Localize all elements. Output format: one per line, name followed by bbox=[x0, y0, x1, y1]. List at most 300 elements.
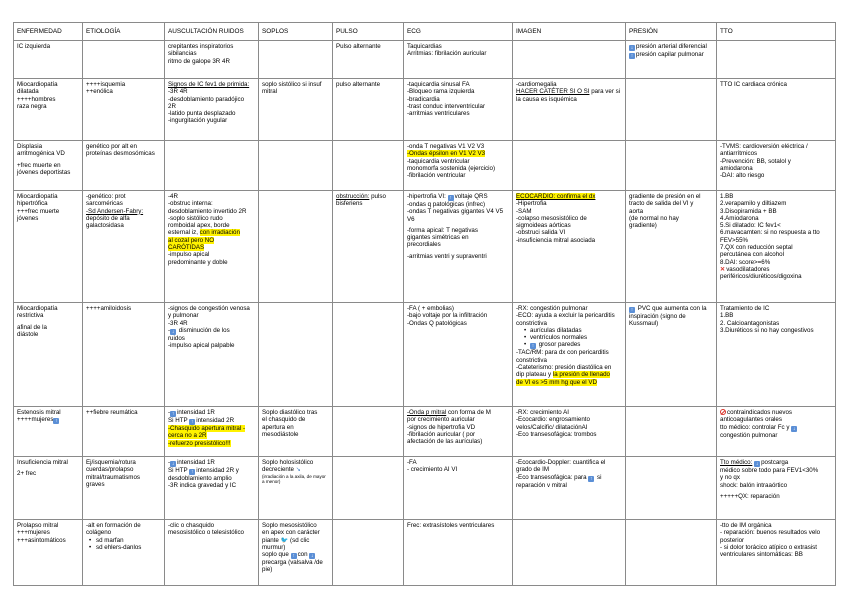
cell-presion bbox=[626, 191, 717, 303]
cell-line bbox=[168, 229, 255, 236]
cell-line bbox=[516, 379, 622, 386]
cell-line: FEV>55% bbox=[720, 236, 749, 244]
highlighted-text: -Ondas épsilon en V1 V2 V3 bbox=[407, 150, 486, 158]
header-etiologia: ETIOLOGÍA bbox=[83, 23, 165, 41]
arrow-up-icon: ↑ bbox=[590, 475, 593, 482]
cell-line: 3.Disopiramida + BB bbox=[720, 207, 777, 215]
cell-etiologia bbox=[83, 520, 165, 586]
cell-line: -desdoblamiento paradójico bbox=[168, 95, 245, 103]
cell-line: constrictiva bbox=[516, 356, 547, 364]
arrow-up-icon: ↑ bbox=[55, 418, 58, 425]
cell-text: -Eco transesofágica: para bbox=[516, 473, 587, 481]
cell-line: pie) bbox=[262, 566, 273, 574]
cell-line: -soplo sistólico rudo bbox=[168, 214, 223, 222]
cell-pulso bbox=[333, 41, 404, 79]
cell-line: -genético: prot bbox=[86, 193, 126, 200]
cell-soplos bbox=[259, 303, 333, 407]
cell-line bbox=[168, 440, 255, 447]
cell-line: mesosistólico o telesistólico bbox=[168, 529, 244, 537]
cell-text: esternal iz, bbox=[168, 229, 198, 237]
cell-pulso bbox=[333, 457, 404, 520]
cell-line: 6.mavacamten: si no respuesta a tto bbox=[720, 229, 820, 237]
cell-line: -fibrilación ventricular bbox=[407, 172, 466, 180]
cell-line: en apex con carácter bbox=[262, 529, 320, 537]
cell-line: gigantes simétricas en bbox=[407, 234, 469, 242]
cell-line: +frec muerte en bbox=[17, 161, 61, 169]
cell-line bbox=[407, 409, 509, 416]
cell-line: -FA bbox=[407, 459, 417, 466]
cell-ecg bbox=[404, 141, 513, 191]
cell-soplos bbox=[259, 407, 333, 457]
cell-text: disminución de los bbox=[178, 326, 230, 334]
cell-line: el chasquido de bbox=[262, 416, 306, 424]
cell-line: -tto de IM orgánica bbox=[720, 522, 772, 529]
cell-enfermedad bbox=[14, 407, 83, 457]
list-item: • sd ehlers-danlos bbox=[86, 544, 161, 551]
cell-line: - crecimiento AI VI bbox=[407, 466, 458, 474]
cell-auscultacion bbox=[165, 407, 259, 457]
cell-line: Insuficiencia mitral bbox=[17, 459, 68, 466]
cell-presion bbox=[626, 520, 717, 586]
cell-line: - reparación: buenos resultados velo bbox=[720, 529, 821, 537]
cell-line: 8.DAI: score>=6% bbox=[720, 258, 771, 266]
cell-line: TTO IC cardiaca crónica bbox=[720, 81, 787, 88]
cell-line: -Ecocardio: engrosamiento bbox=[516, 416, 590, 424]
table-row bbox=[14, 520, 836, 586]
cell-line: aorta bbox=[629, 207, 644, 215]
cell-line: Tratamiento de IC bbox=[720, 305, 770, 312]
cell-line: la causa es isquémica bbox=[516, 95, 577, 103]
cell-line: -DAI: alto riesgo bbox=[720, 172, 765, 180]
cell-line: constrictiva bbox=[516, 319, 547, 327]
cell-line: 3.Diuréticos si no hay congestivos bbox=[720, 326, 814, 334]
cell-etiologia bbox=[83, 457, 165, 520]
cell-line: -Hipertrofia bbox=[516, 200, 547, 208]
cell-line: Pulso alternante bbox=[336, 43, 381, 50]
cell-enfermedad bbox=[14, 141, 83, 191]
cell-text: con bbox=[297, 551, 308, 559]
arrow-down-icon: ↓ bbox=[755, 461, 759, 467]
cell-tto bbox=[717, 141, 836, 191]
cell-line: Miocardiopatía bbox=[17, 193, 58, 200]
cell-text: decreciente bbox=[262, 466, 294, 474]
cell-tto bbox=[717, 457, 836, 520]
cell-enfermedad bbox=[14, 41, 83, 79]
cell-line: galactosidasa bbox=[86, 222, 124, 230]
cell-line: -Ecocardio-Doppler: cuantifica el bbox=[516, 459, 606, 466]
cell-line: periféricos/diuréticos/digoxina bbox=[720, 273, 802, 281]
cell-line bbox=[516, 474, 622, 482]
cell-line: inspiración (signo de bbox=[629, 313, 686, 320]
cell-text: tto médico: controlar Fc y bbox=[720, 423, 790, 431]
cell-presion bbox=[626, 407, 717, 457]
cell-line: y pulmonar bbox=[168, 312, 199, 320]
header-enfermedad: ENFERMEDAD bbox=[14, 23, 83, 41]
cell-ecg bbox=[404, 303, 513, 407]
cell-line bbox=[720, 424, 832, 432]
cell-line: -impulso apical bbox=[168, 251, 210, 259]
cell-tto bbox=[717, 79, 836, 141]
cell-text: piante bbox=[262, 536, 279, 544]
table-row bbox=[14, 41, 836, 79]
cell-line: grado de IM bbox=[516, 466, 550, 474]
cell-text: presión arterial diferencial bbox=[636, 43, 707, 50]
cell-line: -forma apical: T negativas bbox=[407, 226, 478, 234]
cell-pulso bbox=[333, 303, 404, 407]
cell-line: -Sd Andersen-Fabry: bbox=[86, 207, 144, 215]
cell-line: -Ondas Q patológicas bbox=[407, 319, 467, 327]
cell-line: - ↓ intensidad 1R bbox=[168, 459, 215, 467]
cell-text: PVC que aumenta con la bbox=[637, 305, 707, 312]
cell-line: colágeno bbox=[86, 529, 112, 537]
cell-line: percutánea con alcohol bbox=[720, 251, 784, 259]
cell-line bbox=[629, 43, 713, 51]
cell-line: IC izquierda bbox=[17, 43, 51, 50]
table-row bbox=[14, 141, 836, 191]
cell-line bbox=[262, 537, 329, 544]
cell-text: -hipertrofia VI: bbox=[407, 193, 446, 200]
cell-line: 4.Amiodarona bbox=[720, 214, 759, 222]
header-pulso: PULSO bbox=[333, 23, 404, 41]
cell-line bbox=[407, 150, 509, 157]
arrow-down-icon: ↓ bbox=[171, 328, 175, 335]
cell-line: -Eco transesofágica: trombos bbox=[516, 430, 597, 438]
cell-line: genético por alt en bbox=[86, 143, 137, 150]
cell-enfermedad bbox=[14, 520, 83, 586]
cell-text: si bbox=[596, 473, 602, 481]
cell-ecg bbox=[404, 457, 513, 520]
cell-line: -FA ( + embolias) bbox=[407, 305, 454, 312]
cell-line: ritmo de galope 3R 4R bbox=[168, 57, 230, 65]
cell-text: pulso bbox=[371, 193, 386, 200]
cell-line: hipertrófica bbox=[17, 200, 48, 208]
cell-text: soplo que bbox=[262, 551, 289, 559]
highlighted-text: CARÓTIDAS bbox=[168, 244, 205, 252]
cell-line: 2+ frec bbox=[17, 470, 37, 478]
cell-line bbox=[720, 266, 832, 273]
cell-line bbox=[168, 467, 255, 475]
cell-auscultacion bbox=[165, 79, 259, 141]
cell-line: 5.Si dilatado: IC fev1< bbox=[720, 222, 781, 230]
cell-etiologia bbox=[83, 407, 165, 457]
cell-line: Frec: extrasístoles ventriculares bbox=[407, 522, 495, 529]
list-item: • aurículas dilatadas bbox=[516, 327, 622, 334]
cell-line: -arritmias ventri y supraventri bbox=[407, 252, 487, 260]
cell-line: apertura en bbox=[262, 423, 294, 431]
cell-line bbox=[17, 416, 79, 424]
cell-line: pulso alternante bbox=[336, 81, 381, 88]
cell-imagen bbox=[513, 407, 626, 457]
prohibited-icon bbox=[720, 409, 726, 415]
cell-line: médico sobre todo para FEV1<30% bbox=[720, 467, 819, 474]
cell-line: raza negra bbox=[17, 102, 47, 110]
table-row bbox=[14, 303, 836, 407]
cell-text: grosor paredes bbox=[538, 341, 581, 349]
cell-line: 7.QX con reducción septal bbox=[720, 244, 793, 252]
cell-enfermedad bbox=[14, 457, 83, 520]
cell-auscultacion bbox=[165, 41, 259, 79]
table-row bbox=[14, 407, 836, 457]
list-item bbox=[516, 341, 622, 349]
cell-line: Miocardiopatía bbox=[17, 305, 58, 312]
cell-line: -colapso mesosistólico de bbox=[516, 214, 587, 222]
cell-line: -Cateterismo: presión diastólica en bbox=[516, 364, 612, 372]
cell-line: 2.verapamilo y diltiazem bbox=[720, 200, 787, 208]
cell-imagen bbox=[513, 41, 626, 79]
cell-imagen bbox=[513, 520, 626, 586]
cell-line: ventriculares sintomáticas: BB bbox=[720, 551, 803, 559]
cell-line: mitral bbox=[262, 88, 278, 96]
cell-line bbox=[168, 417, 255, 425]
cell-pulso bbox=[333, 79, 404, 141]
cell-tto bbox=[717, 41, 836, 79]
cell-line: Estenosis mitral bbox=[17, 409, 61, 416]
cell-line: cuerdas/prolapso bbox=[86, 466, 134, 474]
cell-soplos bbox=[259, 41, 333, 79]
cell-line bbox=[407, 193, 509, 201]
cell-line: +++mujeres bbox=[17, 529, 50, 537]
table-row bbox=[14, 457, 836, 520]
cell-line: Arritmias: fibrilación auricular bbox=[407, 50, 487, 58]
highlighted-text: -refuerzo presistólico!!! bbox=[168, 439, 231, 447]
header-tto: TTO bbox=[717, 23, 836, 41]
cell-line: Taquicardias bbox=[407, 43, 442, 50]
cell-text: intensidad 2R bbox=[196, 417, 235, 424]
cell-line: antiarrítmicos bbox=[720, 150, 758, 158]
cell-text: para ver si bbox=[591, 88, 621, 96]
cell-enfermedad bbox=[14, 191, 83, 303]
cell-line: desdoblamiento invertido 2R bbox=[168, 207, 247, 215]
cell-line: anticoagulantes orales bbox=[720, 416, 782, 424]
cell-line: crepitantes inspiratorios bbox=[168, 43, 234, 50]
cell-line: -ondas T negativas gigantes V4 V5 bbox=[407, 208, 504, 216]
cell-line: velos/Calcific/ dilataciónAI bbox=[516, 423, 588, 431]
cell-line: mitral/traumatismos bbox=[86, 473, 140, 481]
cell-text: HACER CATÉTER SI O SI bbox=[516, 88, 590, 96]
cell-text: vasodilatadores bbox=[726, 265, 770, 273]
cell-etiologia bbox=[83, 303, 165, 407]
arrow-up-icon: ↑ bbox=[630, 307, 634, 313]
highlighted-text: -Chasquido apertura mitral - bbox=[168, 425, 246, 432]
cell-line: -impulso apical palpable bbox=[168, 342, 235, 350]
arrow-down-icon: ↓ bbox=[630, 45, 634, 51]
cell-line: 1.BB bbox=[720, 312, 734, 320]
cell-line: -Bloqueo rama izquierda bbox=[407, 88, 475, 96]
cell-line: murmur) bbox=[262, 543, 286, 551]
cell-pulso bbox=[333, 191, 404, 303]
arrow-down-icon: ↓ bbox=[311, 553, 314, 560]
cell-tto bbox=[717, 407, 836, 457]
table-row bbox=[14, 79, 836, 141]
cell-pulso bbox=[333, 141, 404, 191]
cell-line: -3R 4R bbox=[168, 88, 188, 96]
cell-line: soplo sistólico si insuf bbox=[262, 81, 322, 88]
cell-line: -obstruci salida VI bbox=[516, 229, 566, 237]
cell-tto bbox=[717, 520, 836, 586]
cell-text: contraindicados nuevos bbox=[727, 409, 793, 416]
cell-line: -3R indica gravedad y IC bbox=[168, 482, 237, 490]
arrow-down-icon: ↓ bbox=[171, 461, 175, 467]
cell-line: -TAC/RM: para dx con pericarditis bbox=[516, 349, 609, 357]
cell-line: -alt en formación de bbox=[86, 522, 141, 529]
cell-line: por crecimiento auricular bbox=[407, 416, 475, 424]
table-row bbox=[14, 191, 836, 303]
cell-ecg bbox=[404, 407, 513, 457]
cell-text: Tto médico: bbox=[720, 459, 753, 466]
cell-line: -clic o chasquido bbox=[168, 522, 215, 529]
cell-line: +++frec muerte bbox=[17, 207, 60, 215]
header-presion: PRESIÓN bbox=[626, 23, 717, 41]
highlighted-text: ECOCARDIO: confirma el dx bbox=[516, 193, 596, 200]
cell-line: ++++hombres bbox=[17, 95, 56, 103]
arrow-up-icon: ↑ bbox=[630, 53, 634, 59]
cell-enfermedad bbox=[14, 79, 83, 141]
cell-ecg bbox=[404, 191, 513, 303]
cell-line bbox=[516, 88, 622, 95]
cell-line: Soplo diastólico tras bbox=[262, 409, 318, 416]
cell-line bbox=[262, 466, 329, 473]
cell-line bbox=[516, 193, 622, 200]
cell-soplos bbox=[259, 520, 333, 586]
cell-auscultacion bbox=[165, 457, 259, 520]
cell-line: (irradiación a la axila, de mayor a menor) bbox=[262, 473, 326, 484]
cell-presion bbox=[626, 141, 717, 191]
cell-line: depósito de alfa bbox=[86, 214, 130, 222]
cell-imagen bbox=[513, 191, 626, 303]
cell-line: ruidos bbox=[168, 334, 185, 342]
cell-line: graves bbox=[86, 480, 105, 488]
cell-line bbox=[168, 244, 255, 251]
cell-etiologia bbox=[83, 79, 165, 141]
cell-line: diástole bbox=[17, 330, 39, 338]
cell-presion bbox=[626, 457, 717, 520]
cell-line: - ↑ intensidad 1R bbox=[168, 409, 215, 417]
cell-line: -latido punta desplazado bbox=[168, 110, 236, 118]
cell-line: -TVMS: cardioversión eléctrica / bbox=[720, 143, 808, 150]
arrow-up-icon: ↑ bbox=[449, 195, 452, 201]
cell-line: dilatada bbox=[17, 88, 39, 96]
cell-line: shock: balón intraaórtico bbox=[720, 481, 788, 489]
cell-auscultacion bbox=[165, 520, 259, 586]
cell-line: Displasia bbox=[17, 143, 43, 150]
cell-line: V6 bbox=[407, 215, 415, 223]
cell-text: obstrucción: bbox=[336, 193, 370, 200]
cell-text: intensidad 1R bbox=[177, 459, 215, 466]
cell-text: dip plateau bbox=[516, 371, 547, 379]
cell-ecg bbox=[404, 79, 513, 141]
cell-text: presión capilar pulmonar bbox=[636, 51, 704, 58]
cell-line: proteínas desmosómicas bbox=[86, 150, 155, 158]
header-imagen: IMAGEN bbox=[513, 23, 626, 41]
cell-line: 2. Calcioantagonistas bbox=[720, 319, 780, 327]
cell-soplos bbox=[259, 191, 333, 303]
cell-line: -arritmias ventriculares bbox=[407, 110, 470, 118]
header-ecg: ECG bbox=[404, 23, 513, 41]
cell-line: - si dolor torácico atípico o extrasist bbox=[720, 543, 817, 551]
header-soplos: SOPLOS bbox=[259, 23, 333, 41]
cell-text: Si HTP bbox=[168, 467, 188, 474]
cardiology-table bbox=[13, 22, 836, 586]
cell-line: +++asintomáticos bbox=[17, 536, 66, 544]
cell-line: -taquicardia ventricular bbox=[407, 157, 470, 165]
cell-line: precordiales bbox=[407, 241, 441, 249]
header-auscultacion: AUSCULTACIÓN RUIDOS bbox=[165, 23, 259, 41]
cell-line: sarcoméricas bbox=[86, 200, 123, 208]
cell-text: intensidad 1R bbox=[177, 409, 215, 416]
cell-line bbox=[168, 425, 255, 432]
list-item: • ventrículos normales bbox=[516, 334, 622, 341]
cell-line: -taquicardia sinusal FA bbox=[407, 81, 470, 88]
cell-text: postcarga bbox=[761, 459, 789, 466]
bird-icon: 🐦 bbox=[280, 536, 289, 544]
cell-text: intensidad 2R y bbox=[196, 467, 239, 474]
cell-line: Miocardiopatía bbox=[17, 81, 58, 88]
cell-line: restrictiva bbox=[17, 312, 44, 320]
cell-text: voltaje QRS bbox=[454, 193, 488, 200]
cell-line: precarga (valsalva /de bbox=[262, 559, 323, 567]
cell-line: - ↓ disminución de los bbox=[168, 326, 230, 335]
cell-text: (sd clic bbox=[290, 536, 310, 544]
cell-etiologia bbox=[83, 141, 165, 191]
cell-line: reparación v mitral bbox=[516, 481, 567, 489]
cell-auscultacion bbox=[165, 141, 259, 191]
cell-line bbox=[629, 51, 713, 59]
cell-presion bbox=[626, 79, 717, 141]
cell-line: Signos de IC fev1 de primida: bbox=[168, 81, 250, 88]
cell-pulso bbox=[333, 407, 404, 457]
cell-line: -obstruc interna: bbox=[168, 200, 213, 208]
cell-line: -trast conduc interventricular bbox=[407, 102, 486, 110]
cell-line: Soplo mesosistólico bbox=[262, 522, 317, 529]
cell-etiologia bbox=[83, 191, 165, 303]
arrow-up-icon: ↑ bbox=[190, 419, 194, 425]
cell-imagen bbox=[513, 79, 626, 141]
cell-line: arritmogénica VD bbox=[17, 150, 65, 158]
cell-line: ++enólica bbox=[86, 88, 113, 96]
cell-line: posterior bbox=[720, 536, 745, 544]
cell-line: -3R 4R bbox=[168, 319, 188, 327]
cell-line: congestión pulmonar bbox=[720, 431, 778, 439]
highlighted-text: de VI es >5 mm hg que el VD bbox=[516, 378, 597, 386]
cell-line: mesodiástole bbox=[262, 430, 299, 438]
arrow-up-icon: ↑ bbox=[171, 411, 175, 417]
cell-text: -Onda p mitral bbox=[407, 409, 447, 416]
cell-tto bbox=[717, 303, 836, 407]
cell-line: Prolapso mitral bbox=[17, 522, 59, 529]
cell-line: -RX: congestión pulmonar bbox=[516, 305, 588, 312]
cell-pulso bbox=[333, 520, 404, 586]
arrow-up-icon: ↑ bbox=[190, 469, 194, 475]
cell-line: romboidal apex, borde bbox=[168, 222, 230, 230]
cell-line bbox=[629, 305, 713, 313]
cross-icon: ✕ bbox=[720, 265, 726, 273]
highlighted-text: cerca no a 2R bbox=[168, 432, 207, 440]
cell-line: desdoblamiento amplio bbox=[168, 475, 232, 482]
cell-line: -onda T negativas V1 V2 V3 bbox=[407, 143, 485, 150]
cell-line: -fibrilación auricular ( por bbox=[407, 430, 476, 438]
cell-line bbox=[720, 459, 832, 467]
cell-soplos bbox=[259, 79, 333, 141]
cell-line bbox=[262, 551, 329, 559]
cell-presion bbox=[626, 303, 717, 407]
arrow-up-icon: ↑ bbox=[292, 553, 295, 560]
cell-line: gradiente) bbox=[629, 222, 657, 230]
highlighted-text: con irradiación bbox=[199, 229, 240, 237]
cell-imagen bbox=[513, 141, 626, 191]
cell-line bbox=[168, 432, 255, 439]
cell-imagen bbox=[513, 457, 626, 520]
decrescendo-arrow-icon: ↘ bbox=[295, 466, 301, 474]
